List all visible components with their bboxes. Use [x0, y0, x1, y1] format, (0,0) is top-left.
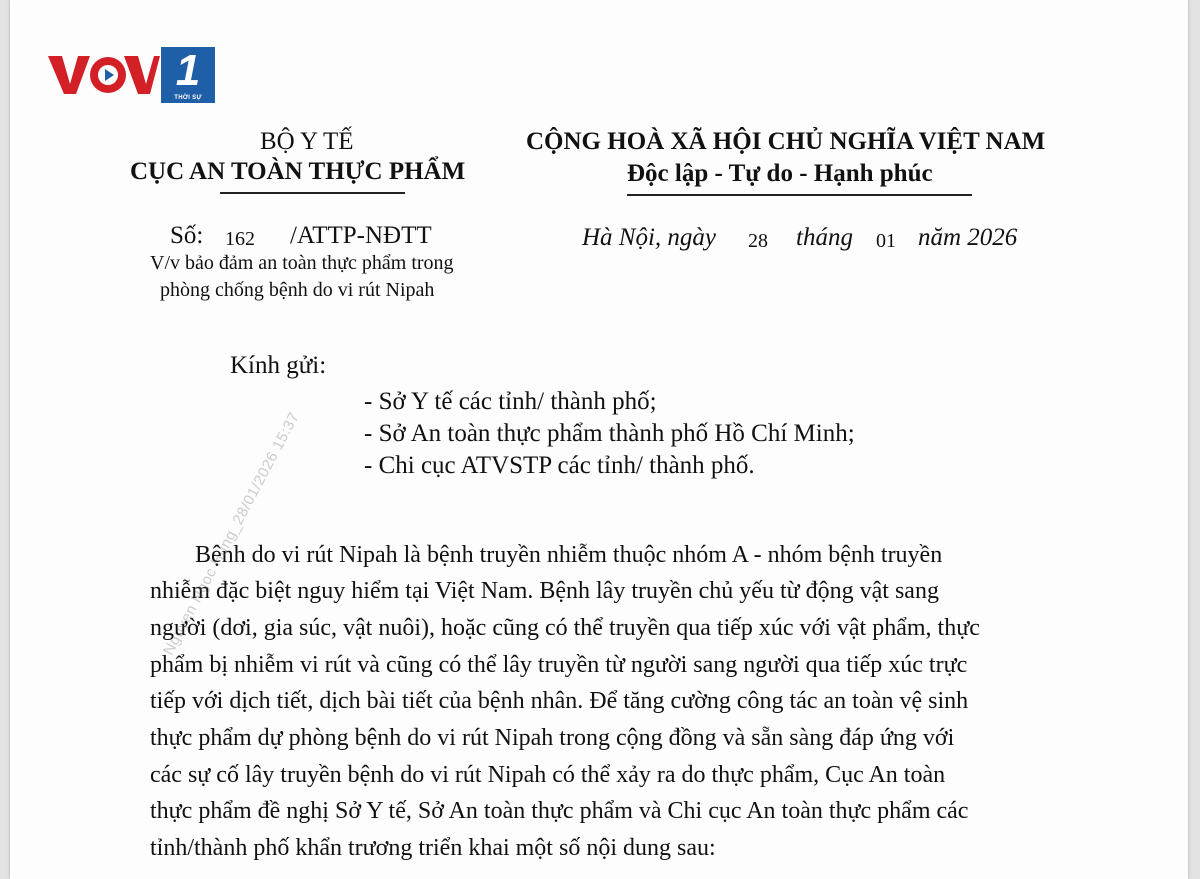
recipient-item: - Chi cục ATVSTP các tỉnh/ thành phố. [364, 452, 755, 479]
body-line: thực phẩm dự phòng bệnh do vi rút Nipah trong cộng đồng và sẵn sàng đáp ứng với [150, 725, 955, 751]
department-name: CỤC AN TOÀN THỰC PHẨM [130, 158, 466, 185]
ministry-name: BỘ Y TẾ [260, 128, 354, 155]
channel-badge [161, 47, 215, 103]
channel-subtitle: THỜI SỰ [174, 95, 202, 101]
body-line: người (dơi, gia súc, vật nuôi), hoặc cũng có thể truyền qua tiếp xúc với vật phẩm, thực [150, 615, 980, 641]
subject-line-1: V/v bảo đảm an toàn thực phẩm trong [150, 252, 454, 274]
reference-suffix: /ATTP-NĐTT [290, 222, 432, 249]
date-month-label: tháng [796, 224, 853, 251]
channel-number: 1 [175, 46, 201, 95]
recipient-item: - Sở An toàn thực phẩm thành phố Hồ Chí Minh; [364, 420, 855, 447]
republic-name: CỘNG HOÀ XÃ HỘI CHỦ NGHĨA VIỆT NAM [526, 128, 1046, 155]
body-line: các sự cố lây truyền bệnh do vi rút Nipah có thể xảy ra do thực phẩm, Cục An toàn [150, 762, 946, 788]
body-line: phẩm bị nhiễm vi rút và cũng có thể lây truyền từ người sang người qua tiếp xúc trực [150, 652, 968, 678]
date-day: 28 [748, 230, 768, 252]
salutation: Kính gửi: [230, 352, 327, 379]
date-year: năm 2026 [918, 224, 1018, 251]
department-underline [220, 192, 405, 194]
date-month: 01 [876, 230, 896, 252]
reference-number: 162 [225, 228, 255, 250]
document-page [10, 0, 1188, 879]
body-line: tiếp với dịch tiết, dịch bài tiết của bệnh nhân. Để tăng cường công tác an toàn vệ sinh [150, 688, 969, 714]
signature-watermark: Nguyen Ngoc Hung_28/01/2026 15:37 [160, 409, 303, 658]
motto-underline [627, 194, 972, 196]
vov-logo-icon [48, 50, 160, 98]
body-line: tỉnh/thành phố khẩn trương triển khai một số nội dung sau: [150, 835, 716, 861]
body-line: Bệnh do vi rút Nipah là bệnh truyền nhiễm thuộc nhóm A - nhóm bệnh truyền [195, 542, 943, 568]
national-motto: Độc lập - Tự do - Hạnh phúc [627, 160, 933, 187]
body-line: nhiễm đặc biệt nguy hiểm tại Việt Nam. Bệnh lây truyền chủ yếu từ động vật sang [150, 578, 939, 604]
subject-line-2: phòng chống bệnh do vi rút Nipah [160, 279, 435, 301]
reference-number-label: Số: [170, 222, 204, 249]
recipient-item: - Sở Y tế các tỉnh/ thành phố; [364, 388, 657, 415]
date-place-label: Hà Nội, ngày [582, 224, 717, 251]
body-line: thực phẩm đề nghị Sở Y tế, Sở An toàn thực phẩm và Chi cục An toàn thực phẩm các [150, 798, 969, 824]
